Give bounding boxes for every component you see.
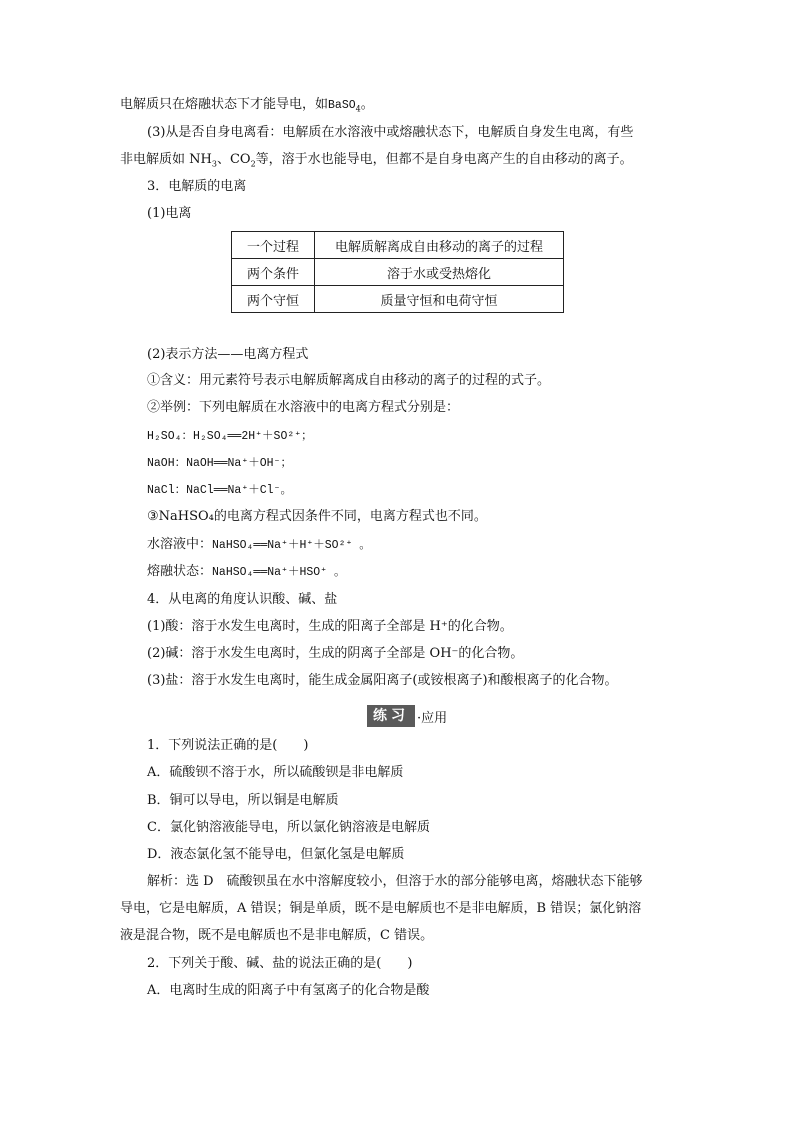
table-cell-value: 溶于水或受热熔化	[315, 259, 564, 286]
section-heading: 3．电解质的电离	[147, 179, 247, 194]
subsection-heading: (2)表示方法——电离方程式	[147, 347, 309, 362]
equation-line: 水溶液中：NaHSO₄══Na⁺＋H⁺＋SO²⁺ 。	[147, 537, 371, 552]
equation-line: 熔融状态：NaHSO₄══Na⁺＋HSO⁺ 。	[147, 564, 346, 579]
option-b: B．铜可以导电，所以铜是电解质	[147, 793, 339, 808]
paragraph-line: (2)碱：溶于水发生电离时，生成的阴离子全部是 OH⁻的化合物。	[147, 646, 524, 661]
analysis-line: 导电，它是电解质，A 错误；铜是单质，既不是电解质也不是非电解质，B 错误；氯化钠溶	[120, 901, 642, 916]
practice-suffix: ·应用	[417, 710, 448, 726]
paragraph-line: (1)酸：溶于水发生电离时，生成的阳离子全部是 H⁺的化合物。	[147, 619, 513, 634]
option-d: D．液态氯化氢不能导电，但氯化氢是电解质	[147, 847, 405, 862]
practice-header	[367, 705, 447, 727]
table-cell-label: 两个条件	[232, 259, 315, 286]
option-a: A．电离时生成的阳离子中有氢离子的化合物是酸	[147, 983, 430, 998]
subsection-heading: (1)电离	[147, 206, 192, 221]
table-row	[232, 259, 564, 286]
section-heading: 4．从电离的角度认识酸、碱、盐	[147, 592, 338, 607]
paragraph-line: ①含义：用元素符号表示电解质解离成自由移动的离子的过程的式子。	[147, 373, 551, 388]
analysis-line: 解析：选 D 硫酸钡虽在水中溶解度较小，但溶于水的部分能够电离，熔融状态下能够	[147, 874, 643, 889]
table-row	[232, 286, 564, 313]
paragraph-line: ②举例：下列电解质在水溶液中的电离方程式分别是：	[147, 400, 460, 415]
table-cell-label: 一个过程	[232, 232, 315, 259]
table-cell-value: 电解质解离成自由移动的离子的过程	[315, 232, 564, 259]
option-a: A．硫酸钡不溶于水，所以硫酸钡是非电解质	[147, 765, 404, 780]
paragraph-line: ③NaHSO₄的电离方程式因条件不同，电离方程式也不同。	[147, 509, 487, 524]
option-c: C．氯化钠溶液能导电，所以氯化钠溶液是电解质	[147, 820, 430, 835]
ionization-table	[231, 231, 564, 313]
question-stem: 1．下列说法正确的是( )	[147, 738, 309, 753]
table-cell-value: 质量守恒和电荷守恒	[315, 286, 564, 313]
table-cell-label: 两个守恒	[232, 286, 315, 313]
paragraph-line: 电解质只在熔融状态下才能导电，如BaSO$_4$。	[120, 97, 374, 114]
equation: NaOH：NaOH══Na⁺＋OH⁻；	[147, 457, 292, 470]
table-row	[232, 232, 564, 259]
practice-badge: 练习	[367, 705, 415, 727]
equation: NaCl：NaCl══Na⁺＋Cl⁻。	[147, 484, 292, 497]
paragraph-line: (3)盐：溶于水发生电离时，能生成金属阳离子(或铵根离子)和酸根离子的化合物。	[147, 673, 618, 688]
equation: H₂SO₄：H₂SO₄══2H⁺＋SO²⁺；	[147, 430, 313, 443]
analysis-line: 液是混合物，既不是电解质也不是非电解质，C 错误。	[120, 928, 434, 943]
question-stem: 2．下列关于酸、碱、盐的说法正确的是( )	[147, 956, 413, 971]
paragraph-line: (3)从是否自身电离看：电解质在水溶液中或熔融状态下，电解质自身发生电离，有些	[147, 125, 634, 140]
paragraph-line: 非电解质如 $NH_3$、$CO_2$等，溶于水也能导电，但都不是自身电离产生的自由移动的离子。	[120, 152, 633, 169]
